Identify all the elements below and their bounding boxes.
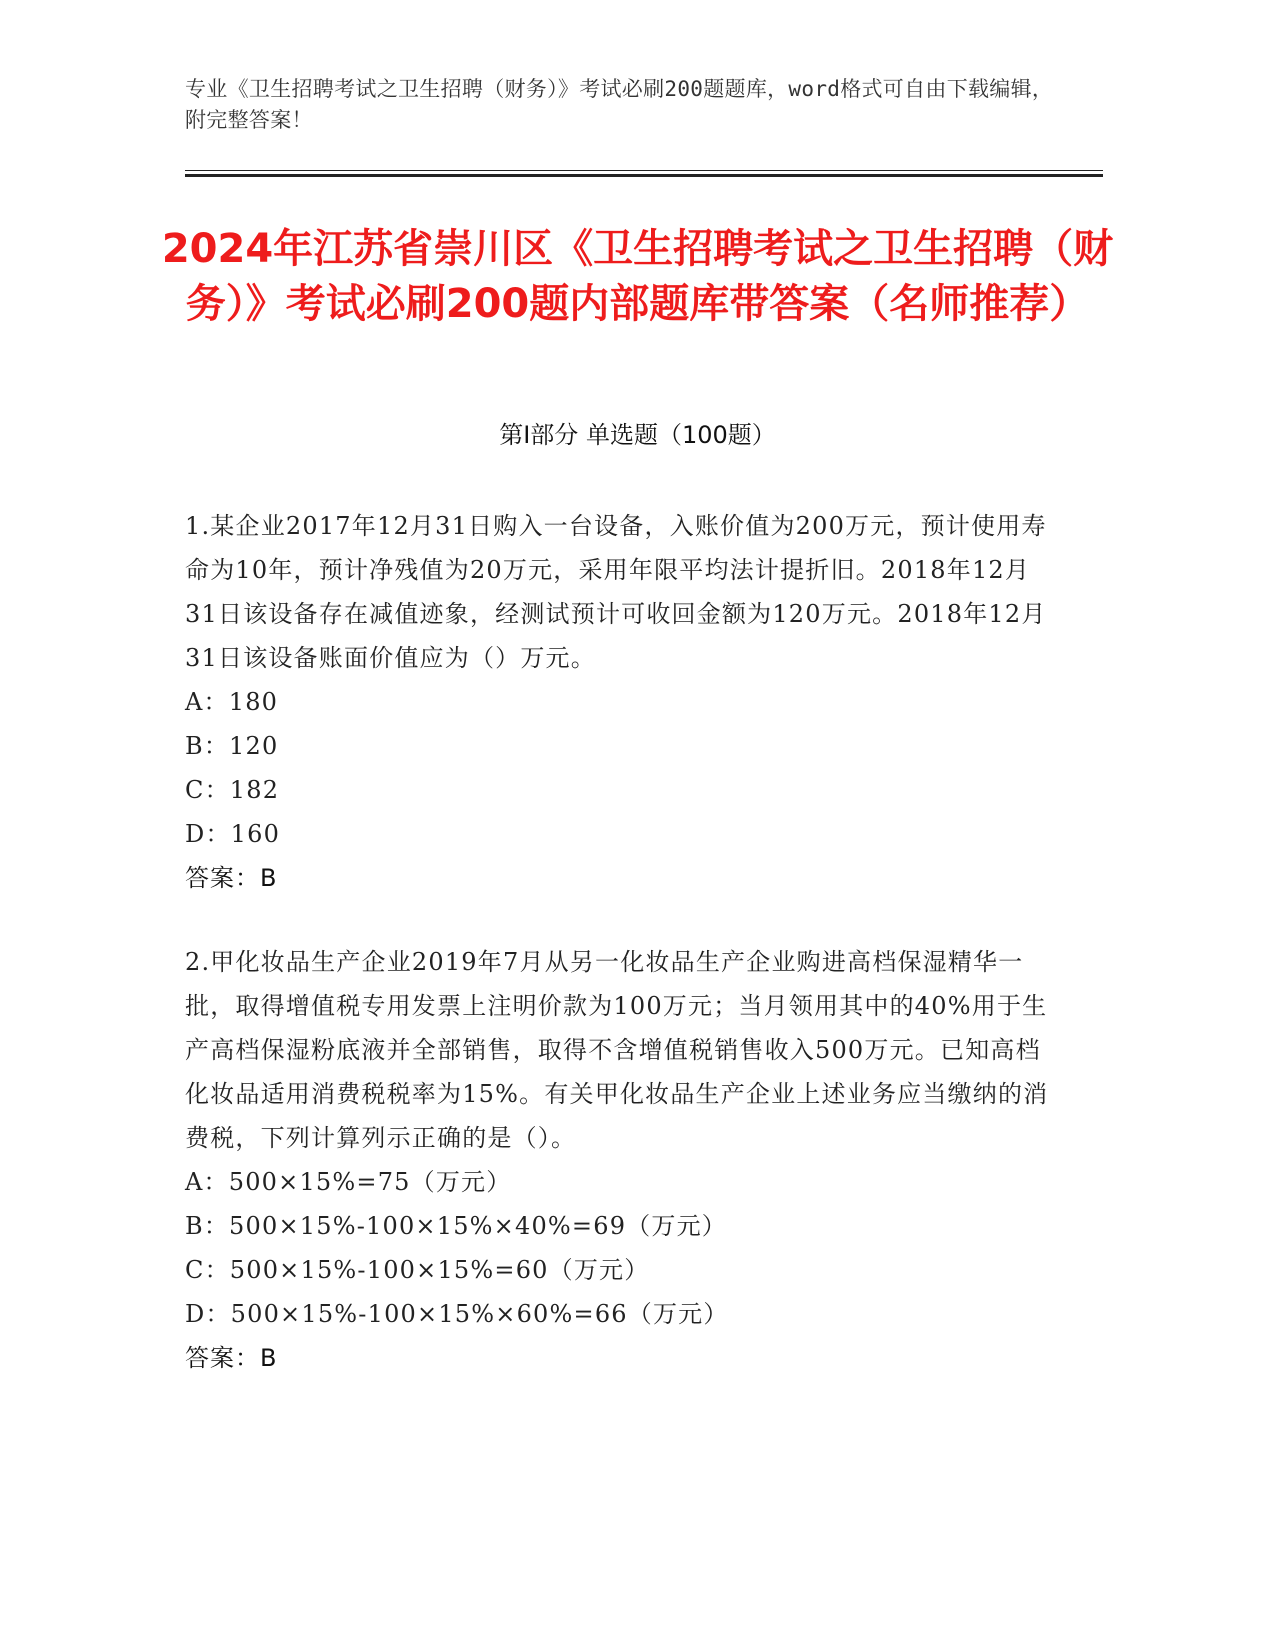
option-b: B：120: [185, 732, 279, 760]
section-heading: 第I部分 单选题（100题）: [499, 421, 776, 449]
option-d: D：500×15%-100×15%×60%=66（万元）: [185, 1300, 729, 1328]
header-note: 专业《卫生招聘考试之卫生招聘（财务）》考试必刷200题题库，word格式可自由下载编辑，附完整答案！: [185, 77, 1054, 132]
header-divider-thick: [185, 174, 1103, 177]
answer-line: 答案：B: [185, 1344, 278, 1372]
question-stem: 1.某企业2017年12月31日购入一台设备，入账价值为200万元，预计使用寿命为10年，预计净残值为20万元，采用年限平均法计提折旧。2018年12月31日该设备存在减值迹象，经测试预计可收回金额为120万元。2018年12月31日该设备账面价值应为（）万元。: [185, 512, 1047, 672]
option-a: A：500×15%=75（万元）: [185, 1168, 512, 1196]
document-title: 2024年江苏省崇川区《卫生招聘考试之卫生招聘（财务）》考试必刷200题内部题库带答案（名师推荐）: [161, 226, 1114, 327]
answer-line: 答案：B: [185, 864, 278, 892]
question-2: [185, 940, 1055, 1380]
question-1: [185, 504, 1055, 900]
question-stem: 2.甲化妆品生产企业2019年7月从另一化妆品生产企业购进高档保湿精华一批，取得增值税专用发票上注明价款为100万元；当月领用其中的40%用于生产高档保湿粉底液并全部销售，取得不含增值税销售收入500万元。已知高档化妆品适用消费税税率为15%。有关甲化妆品生产企业上述业务应当缴纳的消费税，下列计算列示正确的是（）。: [185, 948, 1049, 1152]
option-d: D：160: [185, 820, 281, 848]
option-c: C：500×15%-100×15%=60（万元）: [185, 1256, 650, 1284]
header-divider-thin: [185, 170, 1103, 171]
option-c: C：182: [185, 776, 280, 804]
option-a: A：180: [185, 688, 279, 716]
option-b: B：500×15%-100×15%×40%=69（万元）: [185, 1212, 727, 1240]
